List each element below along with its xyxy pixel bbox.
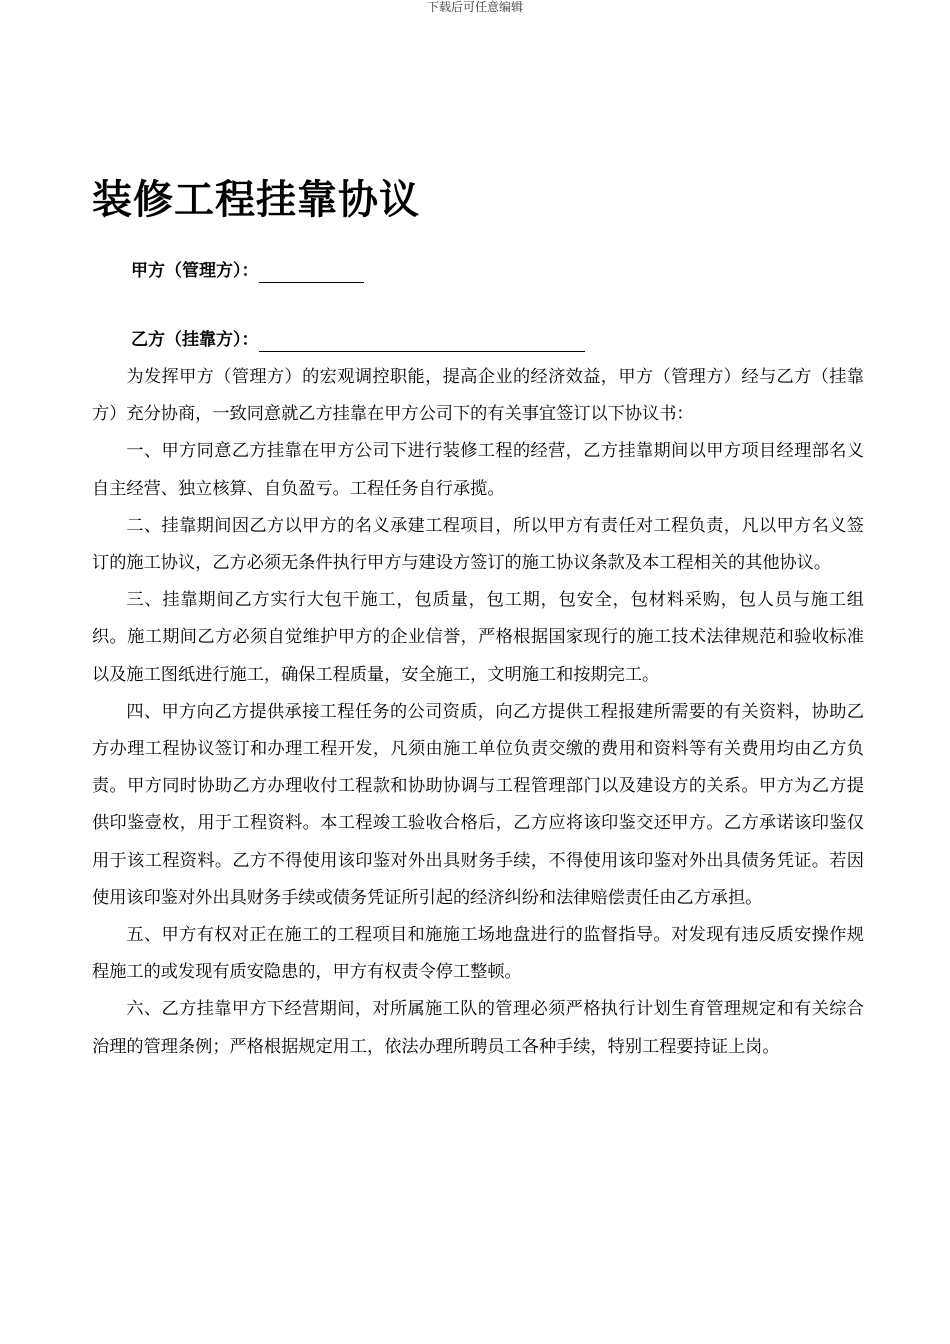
clause-5: 五、甲方有权对正在施工的工程项目和施施工场地盘进行的监督指导。对发现有违反质安操作规程施工的或发现有质安隐患的，甲方有权责令停工整顿。: [92, 925, 864, 983]
clause-6: 六、乙方挂靠甲方下经营期间，对所属施工队的管理必须严格执行计划生育管理规定和有关综合治理的管理条例；严格根据规定用工，依法办理所聘员工各种手续，特别工程要持证上岗。: [92, 999, 864, 1057]
party-a-label: 甲方（管理方）：: [131, 261, 259, 281]
party-b-line: [131, 328, 585, 352]
page-header-note: 下载后可任意编辑: [426, 0, 523, 14]
document-title: 装修工程挂靠协议: [92, 177, 420, 223]
party-a-blank: [259, 263, 364, 283]
clause-3: 三、挂靠期间乙方实行大包干施工，包质量，包工期，包安全，包材料采购，包人员与施工组织。施工期间乙方必须自觉维护甲方的企业信誉，严格根据国家现行的施工技术法律规范和验收标准以及施工图纸进行施工，确保工程质量，安全施工，文明施工和按期完工。: [92, 590, 864, 685]
agreement-body: [92, 359, 864, 1066]
clause-1: 一、甲方同意乙方挂靠在甲方公司下进行装修工程的经营，乙方挂靠期间以甲方项目经理部名义自主经营、独立核算、自负盈亏。工程任务自行承揽。: [92, 441, 864, 499]
party-a-line: [131, 259, 364, 283]
party-b-blank: [259, 332, 585, 352]
clause-4: 四、甲方向乙方提供承接工程任务的公司资质，向乙方提供工程报建所需要的有关资料，协助乙方办理工程协议签订和办理工程开发，凡须由施工单位负责交缴的费用和资料等有关费用均由乙方负责。甲方同时协助乙方办理收付工程款和协助协调与工程管理部门以及建设方的关系。甲方为乙方提供印鉴壹枚，用于工程资料。本工程竣工验收合格后，乙方应将该印鉴交还甲方。乙方承诺该印鉴仅用于该工程资料。乙方不得使用该印鉴对外出具财务手续，不得使用该印鉴对外出具债务凭证。若因使用该印鉴对外出具财务手续或债务凭证所引起的经济纠纷和法律赔偿责任由乙方承担。: [92, 701, 864, 908]
party-b-label: 乙方（挂靠方）：: [131, 330, 259, 350]
clause-2: 二、挂靠期间因乙方以甲方的名义承建工程项目，所以甲方有责任对工程负责，凡以甲方名义签订的施工协议，乙方必须无条件执行甲方与建设方签订的施工协议条款及本工程相关的其他协议。: [92, 515, 864, 574]
paragraph-intro: 为发挥甲方（管理方）的宏观调控职能，提高企业的经济效益，甲方（管理方）经与乙方（挂靠方）充分协商，一致同意就乙方挂靠在甲方公司下的有关事宜签订以下协议书：: [92, 367, 864, 425]
